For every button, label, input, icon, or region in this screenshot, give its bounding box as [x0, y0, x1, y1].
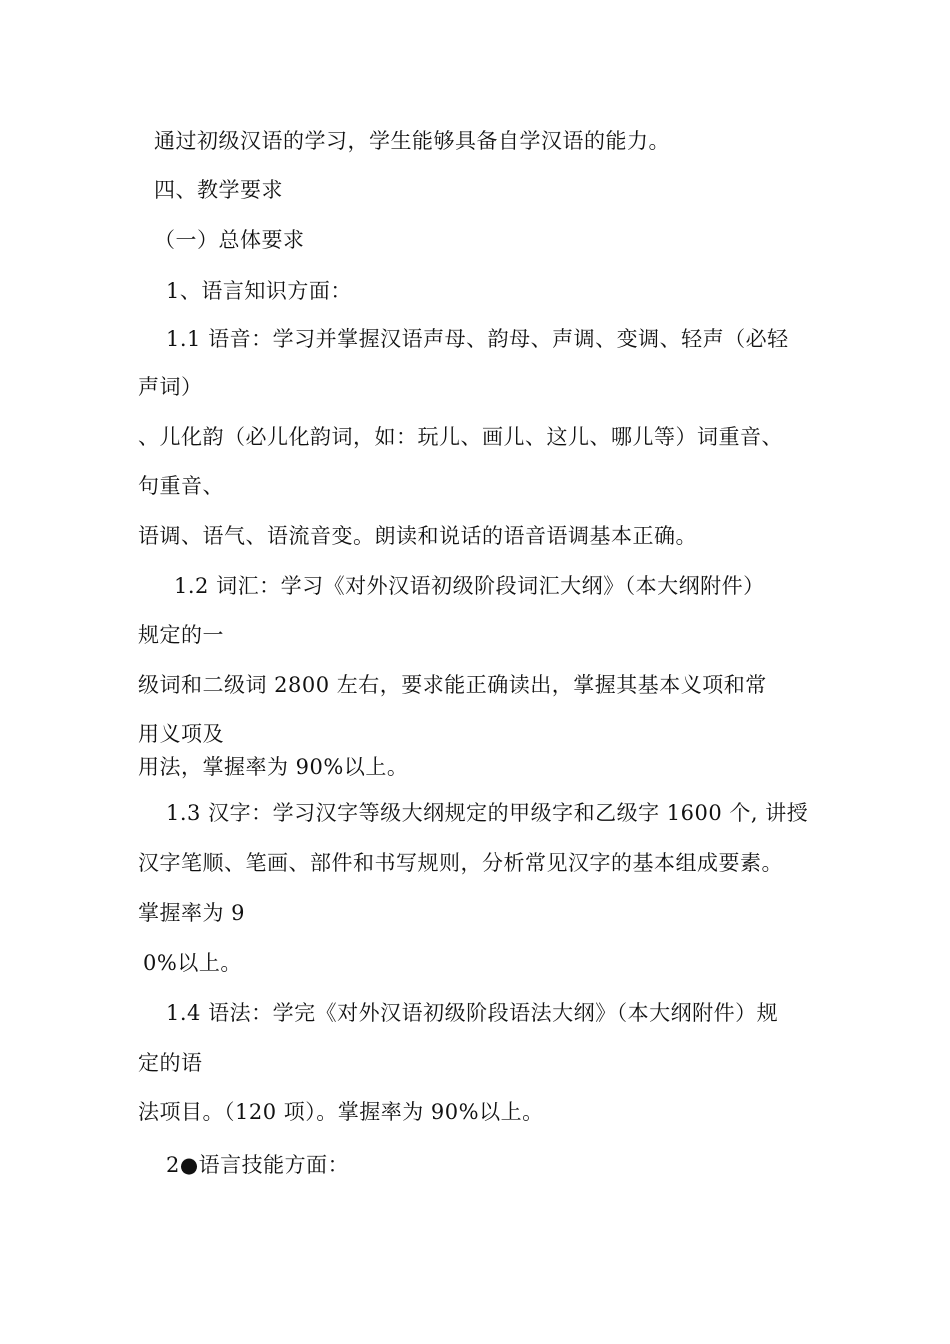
item-heading-language-skills: 2●语言技能方面：	[166, 1153, 350, 1177]
text-line-phonetics-5: 语调、语气、语流音变。朗读和说话的语音语调基本正确。	[138, 524, 697, 548]
section-heading-teaching-requirements: 四、教学要求	[154, 178, 283, 202]
text-line-vocabulary-2: 规定的一	[138, 623, 224, 647]
text-line-characters-1: 1.3 汉字：学习汉字等级大纲规定的甲级字和乙级字 1600 个, 讲授	[166, 801, 809, 825]
text-line-phonetics-1: 1.1 语音：学习并掌握汉语声母、韵母、声调、变调、轻声（必轻	[166, 327, 789, 351]
text-line-grammar-2: 定的语	[138, 1051, 203, 1075]
text-line-phonetics-3: 、儿化韵（必儿化韵词，如：玩儿、画儿、这儿、哪儿等）词重音、	[138, 425, 783, 449]
text-line-vocabulary-3: 级词和二级词 2800 左右，要求能正确读出，掌握其基本义项和常	[138, 673, 767, 697]
text-line-vocabulary-1: 1.2 词汇：学习《对外汉语初级阶段词汇大纲》（本大纲附件）	[174, 574, 765, 598]
text-line-grammar-1: 1.4 语法：学完《对外汉语初级阶段语法大纲》（本大纲附件）规	[166, 1001, 779, 1025]
text-line-phonetics-4: 句重音、	[138, 474, 224, 498]
text-line-intro: 通过初级汉语的学习，学生能够具备自学汉语的能力。	[154, 129, 670, 153]
item-heading-language-knowledge: 1、语言知识方面：	[166, 279, 352, 303]
text-line-characters-2: 汉字笔顺、笔画、部件和书写规则，分析常见汉字的基本组成要素。	[138, 851, 783, 875]
text-line-vocabulary-4: 用义项及	[138, 722, 224, 746]
text-line-phonetics-2: 声词）	[138, 375, 203, 399]
text-line-vocabulary-5: 用法，掌握率为 90%以上。	[138, 755, 409, 779]
text-line-characters-3: 掌握率为 9	[138, 901, 246, 925]
text-line-grammar-3: 法项目。（120 项）。掌握率为 90%以上。	[138, 1100, 544, 1124]
text-line-characters-4: 0%以上。	[143, 951, 242, 975]
subsection-heading-general-requirements: （一）总体要求	[154, 228, 305, 252]
